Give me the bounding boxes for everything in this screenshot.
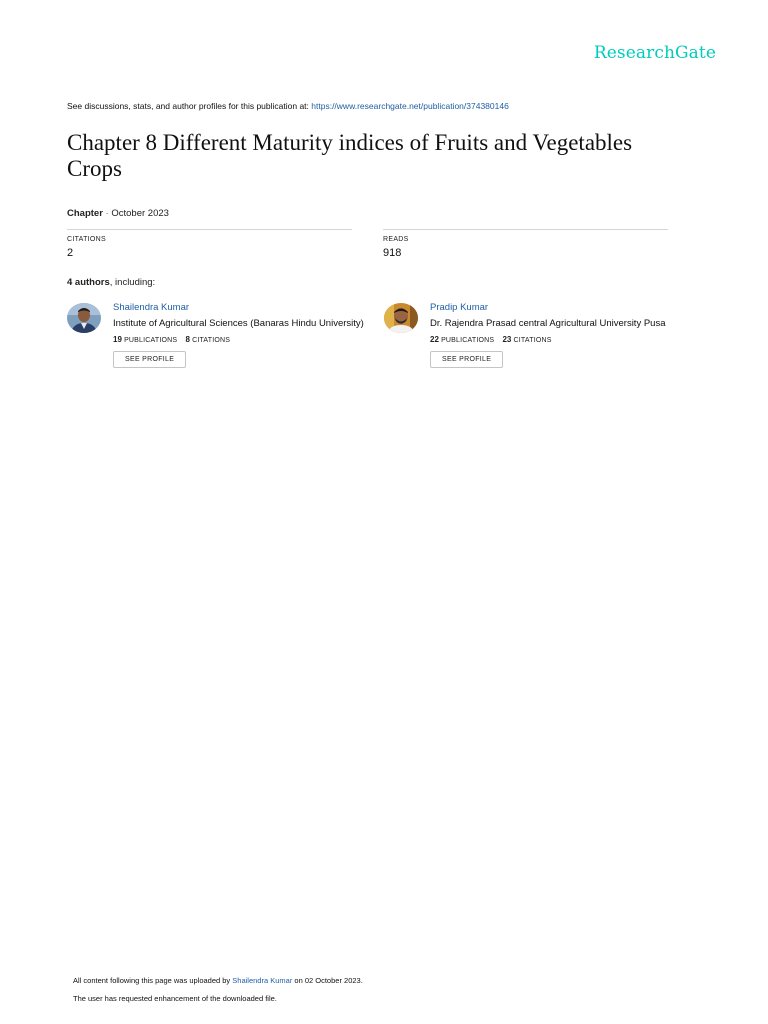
see-profile-button[interactable]: SEE PROFILE — [113, 351, 186, 368]
author-publications-label: PUBLICATIONS — [124, 337, 178, 344]
author-publications-count: 19 — [113, 335, 122, 344]
author-info — [430, 302, 700, 368]
author-photo-icon — [384, 303, 418, 333]
author-citations-count: 23 — [502, 335, 512, 344]
see-discussions-line — [67, 101, 509, 111]
author-avatar[interactable] — [384, 303, 418, 333]
reads-stat — [383, 236, 409, 259]
authors-count: 4 authors — [67, 277, 110, 288]
author-name-link[interactable]: Shailendra Kumar — [113, 302, 190, 313]
author-citations-label: CITATIONS — [192, 337, 231, 344]
citations-value: 2 — [67, 247, 74, 259]
author-institution: Institute of Agricultural Sciences (Banaras Hindu University) — [113, 318, 364, 329]
publication-date: October 2023 — [111, 208, 169, 219]
publication-meta — [67, 208, 169, 219]
divider-right — [383, 229, 668, 230]
author-publications-label: PUBLICATIONS — [441, 337, 495, 344]
author-stats — [113, 335, 383, 344]
author-citations-label: CITATIONS — [513, 337, 552, 344]
reads-label: READS — [383, 236, 409, 243]
upload-suffix: on 02 October 2023. — [292, 976, 363, 985]
divider-left — [67, 229, 352, 230]
author-citations-count: 8 — [185, 335, 190, 344]
reads-value: 918 — [383, 247, 402, 259]
author-name-link[interactable]: Pradip Kumar — [430, 302, 489, 313]
publication-title: Chapter 8 Different Maturity indices of Fruits and Vegetables Crops — [67, 130, 633, 181]
author-avatar[interactable] — [67, 303, 101, 333]
see-profile-button[interactable]: SEE PROFILE — [430, 351, 503, 368]
author-info — [113, 302, 383, 368]
publication-type: Chapter — [67, 208, 103, 219]
meta-separator: · — [102, 208, 112, 219]
enhancement-note: The user has requested enhancement of the downloaded file. — [73, 994, 277, 1003]
author-publications-count: 22 — [430, 335, 439, 344]
upload-note — [73, 976, 363, 985]
researchgate-logo[interactable]: ResearchGate — [593, 43, 716, 63]
see-discussions-text: See discussions, stats, and author profiles for this publication at: — [67, 101, 312, 111]
citations-stat — [67, 236, 106, 259]
author-institution: Dr. Rajendra Prasad central Agricultural University Pusa — [430, 318, 666, 329]
author-stats — [430, 335, 700, 344]
uploader-link[interactable]: Shailendra Kumar — [232, 976, 293, 985]
citations-label: CITATIONS — [67, 236, 106, 243]
author-photo-icon — [67, 303, 101, 333]
upload-prefix: All content following this page was uploaded by — [73, 976, 233, 985]
authors-summary — [67, 277, 155, 288]
authors-suffix: , including: — [109, 277, 156, 288]
publication-url-link[interactable]: https://www.researchgate.net/publication/374380146 — [311, 101, 509, 111]
